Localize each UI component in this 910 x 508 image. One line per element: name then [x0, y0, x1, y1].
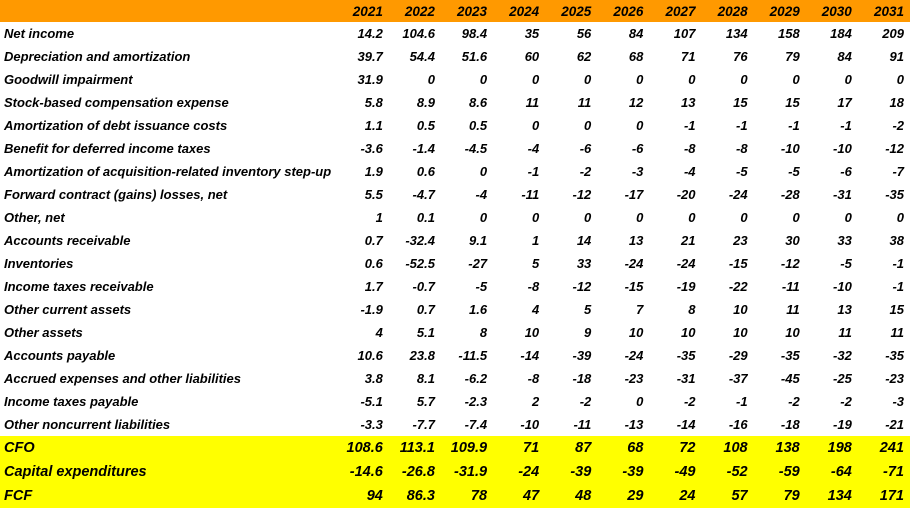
year-header-2024: 2024	[493, 0, 545, 22]
value-cell: -4.5	[464, 141, 488, 156]
value-cell: 0	[844, 72, 852, 87]
value-cell: -45	[780, 371, 800, 386]
value-cell: 13	[837, 302, 852, 317]
value-cell: 0	[896, 210, 904, 225]
value-cell: -8	[683, 141, 696, 156]
value-cell: 5	[584, 302, 592, 317]
row-label: Other noncurrent liabilities	[4, 417, 171, 432]
value-cell: 0.1	[416, 210, 435, 225]
value-cell: 15	[889, 302, 904, 317]
value-cell: -23	[624, 371, 644, 386]
value-cell: -2.3	[464, 394, 488, 409]
value-cell: 47	[493, 484, 545, 508]
value-cell: 109.9	[441, 436, 493, 460]
table-row	[0, 206, 910, 229]
value-cell: 10	[733, 302, 748, 317]
value-cell: -22	[728, 279, 748, 294]
value-cell: 0	[531, 72, 540, 87]
value-cell: 0	[479, 210, 488, 225]
value-cell: 108	[702, 436, 754, 460]
value-cell: 0	[584, 118, 592, 133]
year-header-2031: 2031	[858, 0, 910, 22]
table-row	[0, 367, 910, 390]
row-label: Benefit for deferred income taxes	[4, 141, 211, 156]
value-cell: 134	[725, 26, 748, 41]
value-cell: -3.6	[360, 141, 383, 156]
value-cell: 1	[531, 233, 540, 248]
value-cell: 31.9	[357, 72, 383, 87]
value-cell: -1	[788, 118, 800, 133]
value-cell: 8	[479, 325, 488, 340]
value-cell: -10	[520, 417, 540, 432]
value-cell: 104.6	[402, 26, 435, 41]
value-cell: -10	[833, 141, 852, 156]
value-cell: -2	[892, 118, 904, 133]
value-cell: 0.7	[364, 233, 383, 248]
value-cell: 10	[628, 325, 644, 340]
value-cell: 2	[531, 394, 540, 409]
row-label: Capital expenditures	[0, 460, 337, 484]
value-cell: 108.6	[337, 436, 389, 460]
value-cell: -32.4	[405, 233, 435, 248]
value-cell: -10	[833, 279, 852, 294]
value-cell: -17	[624, 187, 644, 202]
value-cell: -20	[676, 187, 696, 202]
value-cell: -1	[736, 394, 748, 409]
value-cell: -24	[676, 256, 696, 271]
value-cell: -11.5	[458, 348, 488, 363]
value-cell: -4	[475, 187, 488, 202]
value-cell: 11	[525, 95, 540, 110]
table-row	[0, 298, 910, 321]
value-cell: 198	[806, 436, 858, 460]
table-row	[0, 413, 910, 436]
value-cell: 113.1	[389, 436, 441, 460]
value-cell: -35	[780, 348, 800, 363]
value-cell: 54.4	[409, 49, 435, 64]
value-cell: 0.7	[416, 302, 435, 317]
row-label: Amortization of debt issuance costs	[4, 118, 228, 133]
table-row	[0, 91, 910, 114]
value-cell: -1	[736, 118, 748, 133]
value-cell: 68	[597, 436, 649, 460]
value-cell: -1	[527, 164, 540, 179]
row-label: CFO	[0, 436, 337, 460]
value-cell: -39	[572, 348, 592, 363]
value-cell: -52	[702, 460, 754, 484]
value-cell: -64	[806, 460, 858, 484]
value-cell: -18	[780, 417, 800, 432]
table-row	[0, 160, 910, 183]
value-cell: -24	[624, 256, 644, 271]
value-cell: -28	[780, 187, 800, 202]
value-cell: -37	[728, 371, 748, 386]
table-row	[0, 68, 910, 91]
table-row	[0, 460, 910, 484]
value-cell: -31	[833, 187, 852, 202]
value-cell: -11	[521, 187, 540, 202]
value-cell: 241	[858, 436, 910, 460]
value-cell: 0	[896, 72, 904, 87]
value-cell: -5	[475, 279, 488, 294]
table-row	[0, 321, 910, 344]
value-cell: 0.6	[416, 164, 435, 179]
value-cell: -19	[676, 279, 696, 294]
value-cell: 0	[740, 72, 748, 87]
table-row	[0, 436, 910, 460]
value-cell: 0	[688, 72, 696, 87]
value-cell: 86.3	[389, 484, 441, 508]
value-cell: -32	[833, 348, 852, 363]
value-cell: -29	[728, 348, 748, 363]
value-cell: -35	[885, 187, 904, 202]
value-cell: -49	[649, 460, 701, 484]
value-cell: 10	[524, 325, 540, 340]
value-cell: 87	[545, 436, 597, 460]
value-cell: 91	[889, 49, 904, 64]
value-cell: 5.8	[364, 95, 383, 110]
value-cell: 209	[882, 26, 904, 41]
value-cell: 51.6	[461, 49, 488, 64]
value-cell: 4	[531, 302, 540, 317]
value-cell: 107	[673, 26, 696, 41]
value-cell: 71	[493, 436, 545, 460]
value-cell: 17	[837, 95, 852, 110]
value-cell: -6.2	[464, 371, 488, 386]
value-cell: 11	[786, 302, 800, 317]
value-cell: 0	[636, 210, 644, 225]
value-cell: -39	[545, 460, 597, 484]
value-cell: 33	[576, 256, 592, 271]
value-cell: -14	[676, 417, 696, 432]
value-cell: 60	[524, 49, 540, 64]
value-cell: -52.5	[405, 256, 435, 271]
value-cell: 13	[628, 233, 644, 248]
value-cell: -25	[833, 371, 852, 386]
value-cell: 9.1	[468, 233, 488, 248]
value-cell: -24	[728, 187, 748, 202]
row-label: Goodwill impairment	[4, 72, 133, 87]
row-label: Income taxes payable	[4, 394, 139, 409]
table-row	[0, 344, 910, 367]
table-row	[0, 390, 910, 413]
value-cell: 5	[531, 256, 540, 271]
year-header-2030: 2030	[806, 0, 858, 22]
value-cell: -19	[833, 417, 852, 432]
value-cell: 0	[531, 118, 540, 133]
row-label: Accrued expenses and other liabilities	[4, 371, 241, 386]
row-label: Stock-based compensation expense	[4, 95, 229, 110]
value-cell: 62	[576, 49, 592, 64]
table-row	[0, 275, 910, 298]
value-cell: -21	[885, 417, 904, 432]
value-cell: 15	[785, 95, 800, 110]
value-cell: -59	[754, 460, 806, 484]
value-cell: 84	[628, 26, 644, 41]
value-cell: 3.8	[364, 371, 383, 386]
row-label: FCF	[0, 484, 337, 508]
year-header-2025: 2025	[545, 0, 597, 22]
value-cell: -4	[527, 141, 540, 156]
value-cell: 10	[733, 325, 748, 340]
value-cell: 158	[778, 26, 800, 41]
value-cell: -24	[624, 348, 644, 363]
value-cell: 5.5	[364, 187, 383, 202]
value-cell: 48	[545, 484, 597, 508]
value-cell: 0.5	[416, 118, 435, 133]
value-cell: 0	[584, 72, 592, 87]
value-cell: 71	[681, 49, 696, 64]
value-cell: 184	[830, 26, 852, 41]
value-cell: -5	[788, 164, 800, 179]
value-cell: -39	[597, 460, 649, 484]
value-cell: 78	[441, 484, 493, 508]
value-cell: -8	[527, 279, 540, 294]
table-body	[0, 22, 910, 508]
value-cell: 0	[792, 72, 800, 87]
value-cell: 8.9	[416, 95, 435, 110]
value-cell: 79	[754, 484, 806, 508]
value-cell: -3	[631, 164, 644, 179]
value-cell: 56	[576, 26, 592, 41]
value-cell: 14.2	[357, 26, 383, 41]
value-cell: -31	[676, 371, 696, 386]
value-cell: -8	[527, 371, 540, 386]
value-cell: 10.6	[357, 348, 383, 363]
row-label: Net income	[4, 26, 75, 41]
row-label: Accounts receivable	[4, 233, 131, 248]
value-cell: 94	[337, 484, 389, 508]
table-row	[0, 45, 910, 68]
value-cell: -1	[892, 256, 904, 271]
value-cell: 98.4	[461, 26, 488, 41]
value-cell: 24	[649, 484, 701, 508]
value-cell: -4.7	[412, 187, 435, 202]
value-cell: 23.8	[409, 348, 435, 363]
row-label: Amortization of acquisition-related inventory step-up	[4, 164, 332, 179]
value-cell: 18	[889, 95, 904, 110]
value-cell: 15	[733, 95, 748, 110]
value-cell: -18	[572, 371, 592, 386]
value-cell: -15	[728, 256, 748, 271]
value-cell: 7	[636, 302, 644, 317]
value-cell: 21	[681, 233, 696, 248]
value-cell: 33	[837, 233, 852, 248]
value-cell: -8	[736, 141, 748, 156]
value-cell: -71	[858, 460, 910, 484]
value-cell: -1.9	[360, 302, 383, 317]
value-cell: -0.7	[412, 279, 435, 294]
year-header-2022: 2022	[389, 0, 441, 22]
value-cell: 72	[649, 436, 701, 460]
value-cell: 1.7	[364, 279, 383, 294]
value-cell: -24	[493, 460, 545, 484]
value-cell: -2	[840, 394, 852, 409]
value-cell: 5.1	[416, 325, 435, 340]
value-cell: 1	[375, 210, 383, 225]
value-cell: 10	[681, 325, 696, 340]
value-cell: 1.1	[364, 118, 383, 133]
value-cell: -2	[579, 394, 592, 409]
value-cell: 8.1	[416, 371, 435, 386]
year-header-2029: 2029	[754, 0, 806, 22]
value-cell: 35	[524, 26, 540, 41]
value-cell: -1	[892, 279, 904, 294]
value-cell: -7.4	[464, 417, 488, 432]
value-cell: -5	[736, 164, 748, 179]
value-cell: -15	[624, 279, 644, 294]
value-cell: 1.6	[468, 302, 488, 317]
header-label-cell	[0, 0, 337, 22]
value-cell: 68	[628, 49, 644, 64]
row-label: Income taxes receivable	[4, 279, 154, 294]
value-cell: 0	[427, 72, 435, 87]
year-header-2028: 2028	[702, 0, 754, 22]
value-cell: 138	[754, 436, 806, 460]
year-header-2027: 2027	[649, 0, 701, 22]
value-cell: 0	[740, 210, 748, 225]
table-row	[0, 114, 910, 137]
value-cell: -12	[572, 187, 592, 202]
value-cell: 11	[577, 95, 592, 110]
row-label: Other, net	[4, 210, 65, 225]
value-cell: 134	[806, 484, 858, 508]
value-cell: -4	[683, 164, 696, 179]
value-cell: 57	[702, 484, 754, 508]
value-cell: -6	[631, 141, 644, 156]
value-cell: -6	[579, 141, 592, 156]
table-row	[0, 137, 910, 160]
table-row	[0, 252, 910, 275]
value-cell: 0	[636, 118, 644, 133]
value-cell: 0	[636, 72, 644, 87]
value-cell: -23	[885, 371, 904, 386]
value-cell: 11	[890, 325, 904, 340]
row-label: Depreciation and amortization	[4, 49, 191, 64]
value-cell: -2	[788, 394, 800, 409]
value-cell: -12	[780, 256, 800, 271]
row-label: Inventories	[4, 256, 74, 271]
value-cell: 0	[636, 394, 644, 409]
value-cell: -1	[683, 118, 696, 133]
value-cell: -5	[840, 256, 852, 271]
header-row	[0, 0, 910, 22]
table-row	[0, 183, 910, 206]
value-cell: 30	[785, 233, 800, 248]
value-cell: -2	[683, 394, 696, 409]
value-cell: -11	[781, 279, 800, 294]
value-cell: 29	[597, 484, 649, 508]
row-label: Accounts payable	[4, 348, 116, 363]
value-cell: -3	[892, 394, 904, 409]
value-cell: 4	[375, 325, 383, 340]
value-cell: 11	[838, 325, 852, 340]
row-label: Other assets	[4, 325, 83, 340]
value-cell: 171	[858, 484, 910, 508]
value-cell: -12	[572, 279, 592, 294]
value-cell: 0	[479, 164, 488, 179]
value-cell: -5.1	[360, 394, 383, 409]
value-cell: 0	[844, 210, 852, 225]
value-cell: 23	[733, 233, 748, 248]
value-cell: 38	[889, 233, 904, 248]
value-cell: -16	[728, 417, 748, 432]
value-cell: 76	[733, 49, 748, 64]
value-cell: 0	[531, 210, 540, 225]
value-cell: -2	[579, 164, 592, 179]
value-cell: -14.6	[337, 460, 389, 484]
value-cell: 0.5	[468, 118, 488, 133]
value-cell: 0.6	[364, 256, 383, 271]
row-label: Forward contract (gains) losses, net	[4, 187, 228, 202]
value-cell: 0	[688, 210, 696, 225]
value-cell: -35	[676, 348, 696, 363]
value-cell: 79	[785, 49, 800, 64]
year-header-2026: 2026	[597, 0, 649, 22]
value-cell: 13	[681, 95, 696, 110]
value-cell: -31.9	[441, 460, 493, 484]
value-cell: -14	[520, 348, 540, 363]
value-cell: -10	[780, 141, 800, 156]
value-cell: 1.9	[364, 164, 383, 179]
row-label: Other current assets	[4, 302, 132, 317]
value-cell: 8	[688, 302, 696, 317]
value-cell: -26.8	[389, 460, 441, 484]
value-cell: -3.3	[360, 417, 383, 432]
value-cell: -6	[840, 164, 852, 179]
value-cell: -27	[468, 256, 488, 271]
value-cell: -11	[573, 417, 592, 432]
value-cell: -12	[885, 141, 904, 156]
table-row	[0, 229, 910, 252]
year-header-2021: 2021	[337, 0, 389, 22]
value-cell: 14	[576, 233, 592, 248]
value-cell: 84	[837, 49, 852, 64]
value-cell: 0	[792, 210, 800, 225]
value-cell: -13	[624, 417, 644, 432]
table-row	[0, 22, 910, 45]
table-row	[0, 484, 910, 508]
value-cell: 0	[584, 210, 592, 225]
value-cell: -1	[840, 118, 852, 133]
value-cell: 0	[479, 72, 488, 87]
value-cell: 39.7	[357, 49, 383, 64]
value-cell: 9	[584, 325, 592, 340]
value-cell: 8.6	[468, 95, 488, 110]
value-cell: -1.4	[412, 141, 435, 156]
year-header-2023: 2023	[441, 0, 493, 22]
value-cell: 12	[628, 95, 644, 110]
value-cell: 5.7	[416, 394, 435, 409]
value-cell: 10	[785, 325, 800, 340]
value-cell: -7	[892, 164, 904, 179]
value-cell: -7.7	[412, 417, 435, 432]
value-cell: -35	[885, 348, 904, 363]
